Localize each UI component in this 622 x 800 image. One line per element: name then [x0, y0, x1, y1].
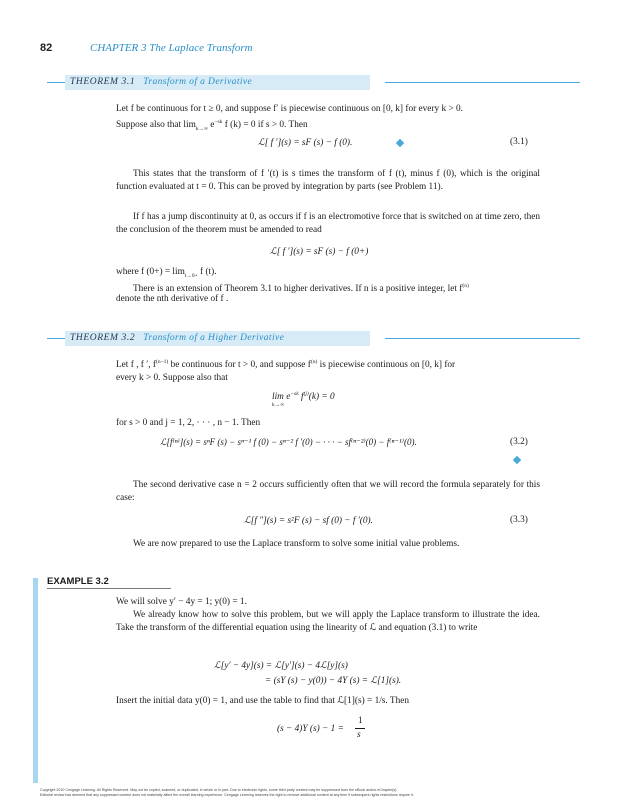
equation-number-3-3: (3.3) [510, 515, 528, 525]
theorem-line-2: Suppose also that $\lim_{k\to\infty} e^{-sk}$ f (k) = 0 if s > 0. Then [116, 118, 308, 132]
equation-3-1: ℒ[ f ′](s) = sF (s) − f (0). [258, 138, 353, 148]
theorem-label: THEOREM 3.2 [70, 333, 136, 343]
paragraph: We already know how to solve this problem, but we will apply the Laplace transform to illustrate the idea. Take the transform of the differential equation using the linearity of ℒ and equation (3.1) to write [116, 610, 540, 633]
fraction-denominator: s [357, 730, 361, 740]
equation-example-1: ℒ[y′ − 4y](s) = ℒ[y′](s) − 4ℒ[y](s) [214, 661, 348, 671]
theorem-3-2-heading [70, 333, 284, 343]
copyright-line-2: Editorial review has deemed that any suppressed content does not materially affect the overall learning experience. Cengage Learning reserves the right to remove additional content at any time if subsequent rights restrictions require it. [40, 793, 414, 797]
theorem-line-1: Let f be continuous for t ≥ 0, and suppose f′ is piecewise continuous on [0, k] for every k > 0. [116, 104, 463, 114]
theorem-rule-right [385, 338, 580, 339]
paragraph: If f has a jump discontinuity at 0, as occurs if f is an electromotive force that is switched on at time zero, then the conclusion of the theorem must be amended to read [116, 212, 540, 235]
theorem-rule-left [47, 338, 65, 339]
end-of-theorem-icon [513, 456, 521, 464]
theorem-title: Transform of a Derivative [143, 77, 253, 87]
equation-number-3-2: (3.2) [510, 437, 528, 447]
equation-example-3: (s − 4)Y (s) − 1 = [277, 724, 344, 734]
end-of-theorem-icon [396, 139, 404, 147]
paragraph: for s > 0 and j = 1, 2, · · · , n − 1. Then [116, 418, 261, 428]
theorem-rule-left [47, 82, 65, 83]
paragraph: Insert the initial data y(0) = 1, and use the table to find that ℒ[1](s) = 1/s. Then [116, 696, 410, 706]
paragraph: where f $(0+) = \lim_{t\to 0+} f$ (t). [116, 267, 217, 279]
example-heading: EXAMPLE 3.2 [47, 576, 109, 587]
fraction-bar [355, 728, 365, 729]
theorem-3-1-heading [70, 77, 252, 87]
equation-limit: $\lim e^{-sk}$ $f^{(j)}(k) = 0$ [272, 391, 335, 403]
limit-subscript: k→∞ [272, 402, 285, 408]
equation-example-2: = (sY (s) − y(0)) − 4Y (s) = ℒ[1](s). [265, 676, 402, 686]
theorem-rule-right [385, 82, 580, 83]
example-sidebar [33, 578, 38, 783]
fraction-numerator: 1 [358, 716, 363, 726]
equation-3-3: ℒ[f ″](s) = s²F (s) − sf (0) − f ′(0). [244, 516, 373, 526]
example-rule [47, 588, 171, 589]
paragraph: The second derivative case n = 2 occurs sufficiently often that we will record the formula separately for this case: [116, 480, 540, 503]
chapter-title: CHAPTER 3 The Laplace Transform [90, 42, 253, 54]
paragraph: There is an extension of Theorem 3.1 to higher derivatives. If n is a positive integer, let $f^{(n)}$ [133, 283, 469, 295]
paragraph: We will solve y′ − 4y = 1; y(0) = 1. [116, 597, 247, 607]
copyright-line-1: Copyright 2010 Cengage Learning. All Rights Reserved. May not be copied, scanned, or duplicated, in whole or in part. Due to electronic rights, some third party content may be suppressed from the eBook and/or eChapter(s). [40, 788, 398, 792]
paragraph: We are now prepared to use the Laplace transform to solve some initial value problems. [133, 539, 460, 549]
theorem-3-1-text [116, 103, 540, 135]
theorem-3-2-text: Let f , f ′, $f^{(n-1)}$ be continuous for t > 0, and suppose $f^{(n)}$ is piecewise continuous on [0, k] for every k > 0. Suppose also that [116, 359, 456, 383]
page-number: 82 [40, 42, 53, 54]
paragraph: This states that the transform of f ′(t) is s times the transform of f (t), minus f (0), which is the original function evaluated at t = 0. This can be proved by integration by parts (see Problem 11). [116, 169, 540, 192]
equation-3-2: ℒ[f⁽ⁿ⁾](s) = sⁿF (s) − sⁿ⁻¹ f (0) − sⁿ⁻² f ′(0) − · · · − sf⁽ⁿ⁻²⁾(0) − f⁽ⁿ⁻¹⁾(0). [160, 437, 417, 447]
theorem-label: THEOREM 3.1 [70, 77, 136, 87]
theorem-title: Transform of a Higher Derivative [143, 333, 285, 343]
paragraph: denote the nth derivative of f . [116, 294, 229, 304]
equation-jump: ℒ[ f ′](s) = sF (s) − f (0+) [270, 247, 369, 257]
equation-number-3-1: (3.1) [510, 137, 528, 147]
